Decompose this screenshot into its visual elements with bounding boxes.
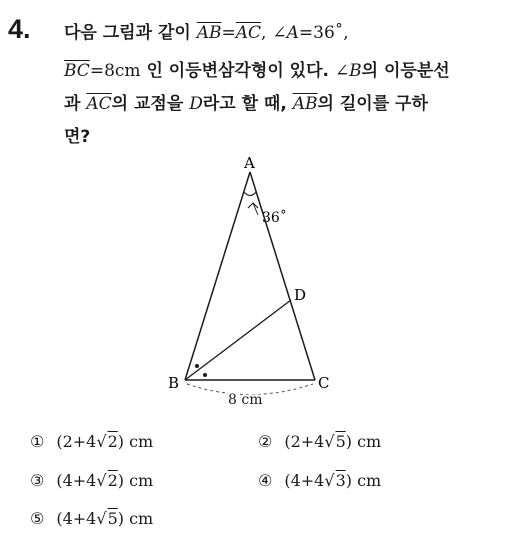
choice-4[interactable] [258,471,381,490]
radicand: 2 [107,471,118,490]
choice-number: ⑤ [30,509,45,528]
radicand: 5 [335,432,346,451]
segment-ab: $\overline{AB}$ [292,94,318,114]
point-d: D [189,94,203,114]
question-text: 면? [64,127,91,147]
choice-expr-end: ) [117,471,124,490]
choice-number: ① [30,432,45,451]
question-line-3 [64,89,428,114]
question-text: 인 이등변삼각형이 있다. [146,61,329,81]
question-text: 라고 할 때, [202,94,287,114]
sqrt-icon: √ [96,432,107,451]
radicand: 2 [107,432,118,451]
choice-expr: (4+4 [284,471,325,490]
sqrt-icon: √ [324,432,335,451]
sqrt-icon: √ [96,471,107,490]
choice-number: ④ [258,471,273,490]
unit-cm: cm [129,471,154,490]
unit-cm: cm [129,509,154,528]
question-text: 의 길이를 구하 [317,94,428,114]
base-length-label: 8 cm [228,392,263,408]
sqrt-icon: √ [324,471,335,490]
label-a: A [244,154,255,172]
choice-expr-end: ) [345,432,352,451]
choice-1[interactable] [30,432,153,451]
unit-cm: cm [357,471,382,490]
choice-expr: (4+4 [56,509,97,528]
equals-sign: = [221,23,236,43]
side-ac [250,172,315,380]
comma: , [343,23,349,43]
question-line-2 [64,56,450,81]
triangle-figure [150,150,380,410]
label-b: B [168,374,180,392]
choice-number: ② [258,432,273,451]
question-line-4 [64,122,90,147]
question-text: 과 [64,94,81,114]
question-text: 의 이등분선 [361,61,450,81]
question-number: 4. [8,14,31,44]
choice-expr: (2+4 [56,432,97,451]
angle-b: ∠B [334,61,362,81]
segment-ac: $\overline{AC}$ [235,23,262,43]
choice-expr: (2+4 [284,432,325,451]
bisector-bd [185,300,291,380]
radicand: 3 [335,471,346,490]
choice-expr-end: ) [117,509,124,528]
question-text: 다음 그림과 같이 [64,23,191,43]
choice-expr-end: ) [345,471,352,490]
angle-36-label: 36˚ [262,210,287,226]
unit-cm: cm [114,61,141,81]
bisector-mark-dot [195,364,199,368]
angle-a: ∠A [272,23,299,43]
choice-5[interactable] [30,509,153,528]
side-ab [185,172,250,380]
question-line-1 [64,18,349,43]
question-text: 의 교점을 [111,94,184,114]
bisector-mark-dot [203,373,207,377]
bc-value: =8 [89,61,115,81]
segment-bc: $\overline{BC}$ [64,61,90,81]
choice-3[interactable] [30,471,153,490]
unit-cm: cm [357,432,382,451]
choice-expr: (4+4 [56,471,97,490]
unit-cm: cm [129,432,154,451]
comma: , [261,23,267,43]
label-d: D [294,286,307,304]
segment-ab: $\overline{AB}$ [196,23,222,43]
sqrt-icon: √ [96,509,107,528]
segment-ac: $\overline{AC}$ [86,94,112,114]
label-c: C [318,374,330,392]
choice-2[interactable] [258,432,381,451]
choice-expr-end: ) [117,432,124,451]
angle-a-arc [244,192,256,196]
radicand: 5 [107,509,118,528]
choice-number: ③ [30,471,45,490]
angle-a-value: =36˚ [298,23,344,43]
